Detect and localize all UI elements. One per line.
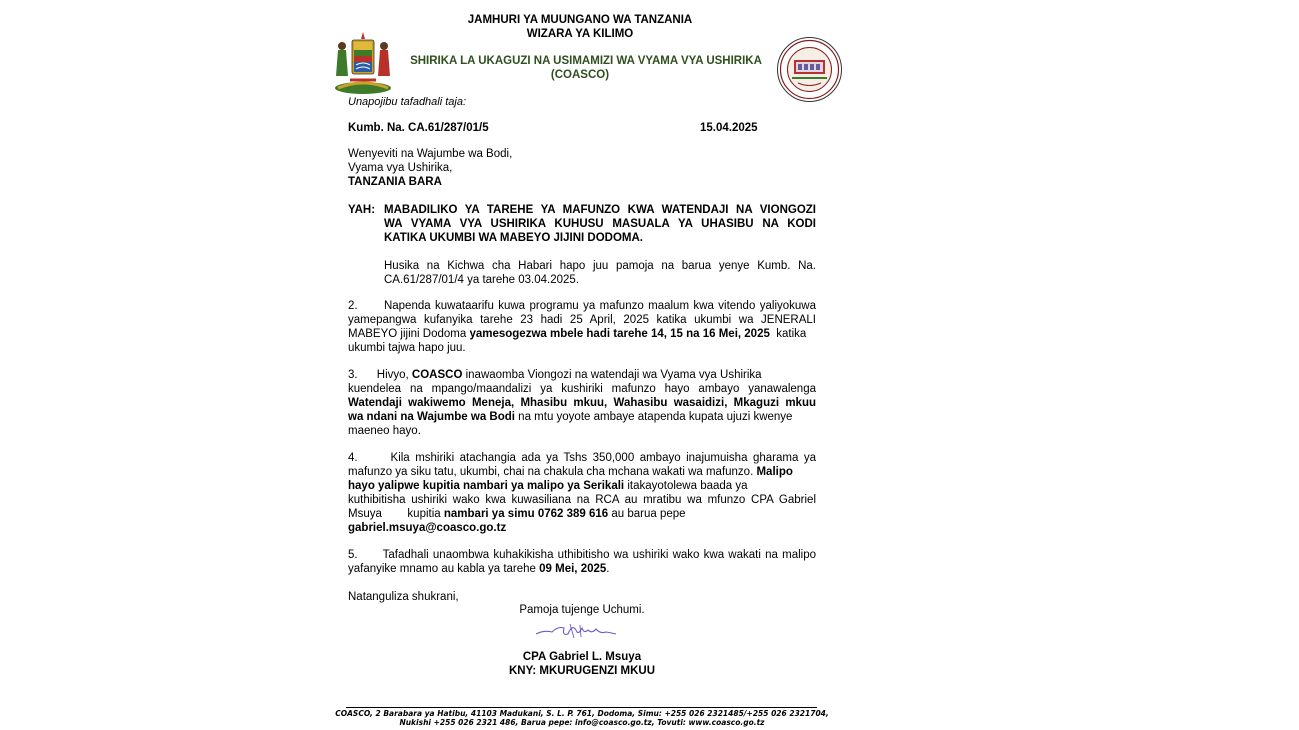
subject-line2: WA VYAMA VYA USHIRIKA KUHUSU MASUALA YA UHASIBU NA KODI [384, 218, 816, 230]
paragraph-3-line2: kuendelea na mpango/maandalizi ya kushiriki mafunzo hayo ambayo yanawalenga [348, 383, 816, 395]
footer-contacts: Nukishi +255 026 2321 486, Barua pepe: info@coasco.go.tz, Tovuti: www.coasco.go.tz [399, 718, 765, 727]
paragraph-4-line5: Msuya kupitia nambari ya simu 0762 389 616 au barua pepe [348, 508, 686, 520]
subject-line1: MABADILIKO YA TAREHE YA MAFUNZO KWA WATENDAJI NA VIONGOZI [384, 204, 816, 216]
reply-note: Unapojibu tafadhali taja: [348, 96, 467, 108]
signatory-title: KNY: MKURUGENZI MKUU [508, 665, 656, 677]
paragraph-4-line2: mafunzo ya siku tatu, ukumbi, chai na chakula cha mchana wakati wa mafunzo. Malipo [348, 466, 793, 478]
paragraph-3-line5: maeneo hayo. [348, 425, 421, 437]
addressee-line3: TANZANIA BARA [348, 176, 442, 188]
paragraph-4-line3: hayo yalipwe kupitia nambari ya malipo ya Serikali itakayotolewa baada ya [348, 480, 748, 492]
closing-thanks: Natanguliza shukrani, [348, 591, 459, 603]
paragraph-3-line1: 3. Hivyo, COASCO inawaomba Viongozi na watendaji wa Vyama vya Ushirika [348, 369, 762, 381]
footer-divider [346, 707, 817, 708]
paragraph-2-line3: MABEYO jijini Dodoma yamesogezwa mbele hadi tarehe 14, 15 na 16 Mei, 2025 katika [348, 328, 807, 340]
paragraph-2-line4: ukumbi tajwa hapo juu. [348, 342, 466, 354]
subject-prefix: YAH: [348, 204, 376, 216]
paragraph-4-line4: kuthibitisha ushiriki wako kwa kuwasiliana na RCA au mratibu wa mfunzo CPA Gabriel [348, 494, 816, 506]
coasco-seal-icon [776, 36, 843, 103]
tanzania-coat-of-arms-icon [332, 30, 394, 96]
reference-number: Kumb. Na. CA.61/287/01/5 [348, 122, 489, 134]
contact-email[interactable]: gabriel.msuya@coasco.go.tz [348, 522, 507, 534]
intro-line1: Husika na Kichwa cha Habari hapo juu pamoja na barua yenye Kumb. Na. [384, 260, 816, 272]
paragraph-5-line1: 5. Tafadhali unaombwa kuhakikisha uthibitisho wa ushiriki wako kwa wakati na malipo [348, 549, 816, 561]
footer-address: COASCO, 2 Barabara ya Hatibu, 41103 Madukani, S. L. P. 761, Dodoma, Simu: +255 026 2321485/+255 026 2321704, [335, 709, 829, 718]
paragraph-2-line2: yamepangwa kufanyika tarehe 23 hadi 25 April, 2025 katika ukumbi wa JENERALI [348, 314, 816, 326]
addressee-line1: Wenyeviti na Wajumbe wa Bodi, [348, 148, 513, 160]
signatory-name: CPA Gabriel L. Msuya [522, 651, 642, 663]
paragraph-2-line1: 2. Napenda kuwataarifu kuwa programu ya mafunzo maalum kwa vitendo yaliyokuwa [348, 300, 816, 312]
paragraph-3-line3: Watendaji wakiwemo Meneja, Mhasibu mkuu, Wahasibu wasaidizi, Mkaguzi mkuu [348, 397, 816, 409]
intro-line2: CA.61/287/01/4 ya tarehe 03.04.2025. [384, 274, 580, 286]
header-organization: SHIRIKA LA UKAGUZI NA USIMAMIZI WA VYAMA VYA USHIRIKA [410, 55, 762, 67]
signature-icon [534, 620, 618, 642]
subject-line3: KATIKA UKUMBI WA MABEYO JIJINI DODOMA. [384, 232, 643, 244]
paragraph-4-line1: 4. Kila mshiriki atachangia ada ya Tshs 350,000 ambayo inajumuisha gharama ya [348, 452, 816, 464]
header-organization-abbr: (COASCO) [550, 69, 610, 81]
header-republic: JAMHURI YA MUUNGANO WA TANZANIA [467, 14, 693, 26]
paragraph-3-line4: wa ndani na Wajumbe wa Bodi na mtu yoyote ambaye atapenda kupata ujuzi kwenye [348, 411, 793, 423]
paragraph-5-line2: yafanyike mnamo au kabla ya tarehe 09 Mei, 2025. [348, 563, 610, 575]
closing-motto: Pamoja tujenge Uchumi. [519, 604, 645, 616]
header-ministry: WIZARA YA KILIMO [526, 28, 634, 40]
letter-date: 15.04.2025 [700, 122, 758, 134]
addressee-line2: Vyama vya Ushirika, [348, 162, 453, 174]
